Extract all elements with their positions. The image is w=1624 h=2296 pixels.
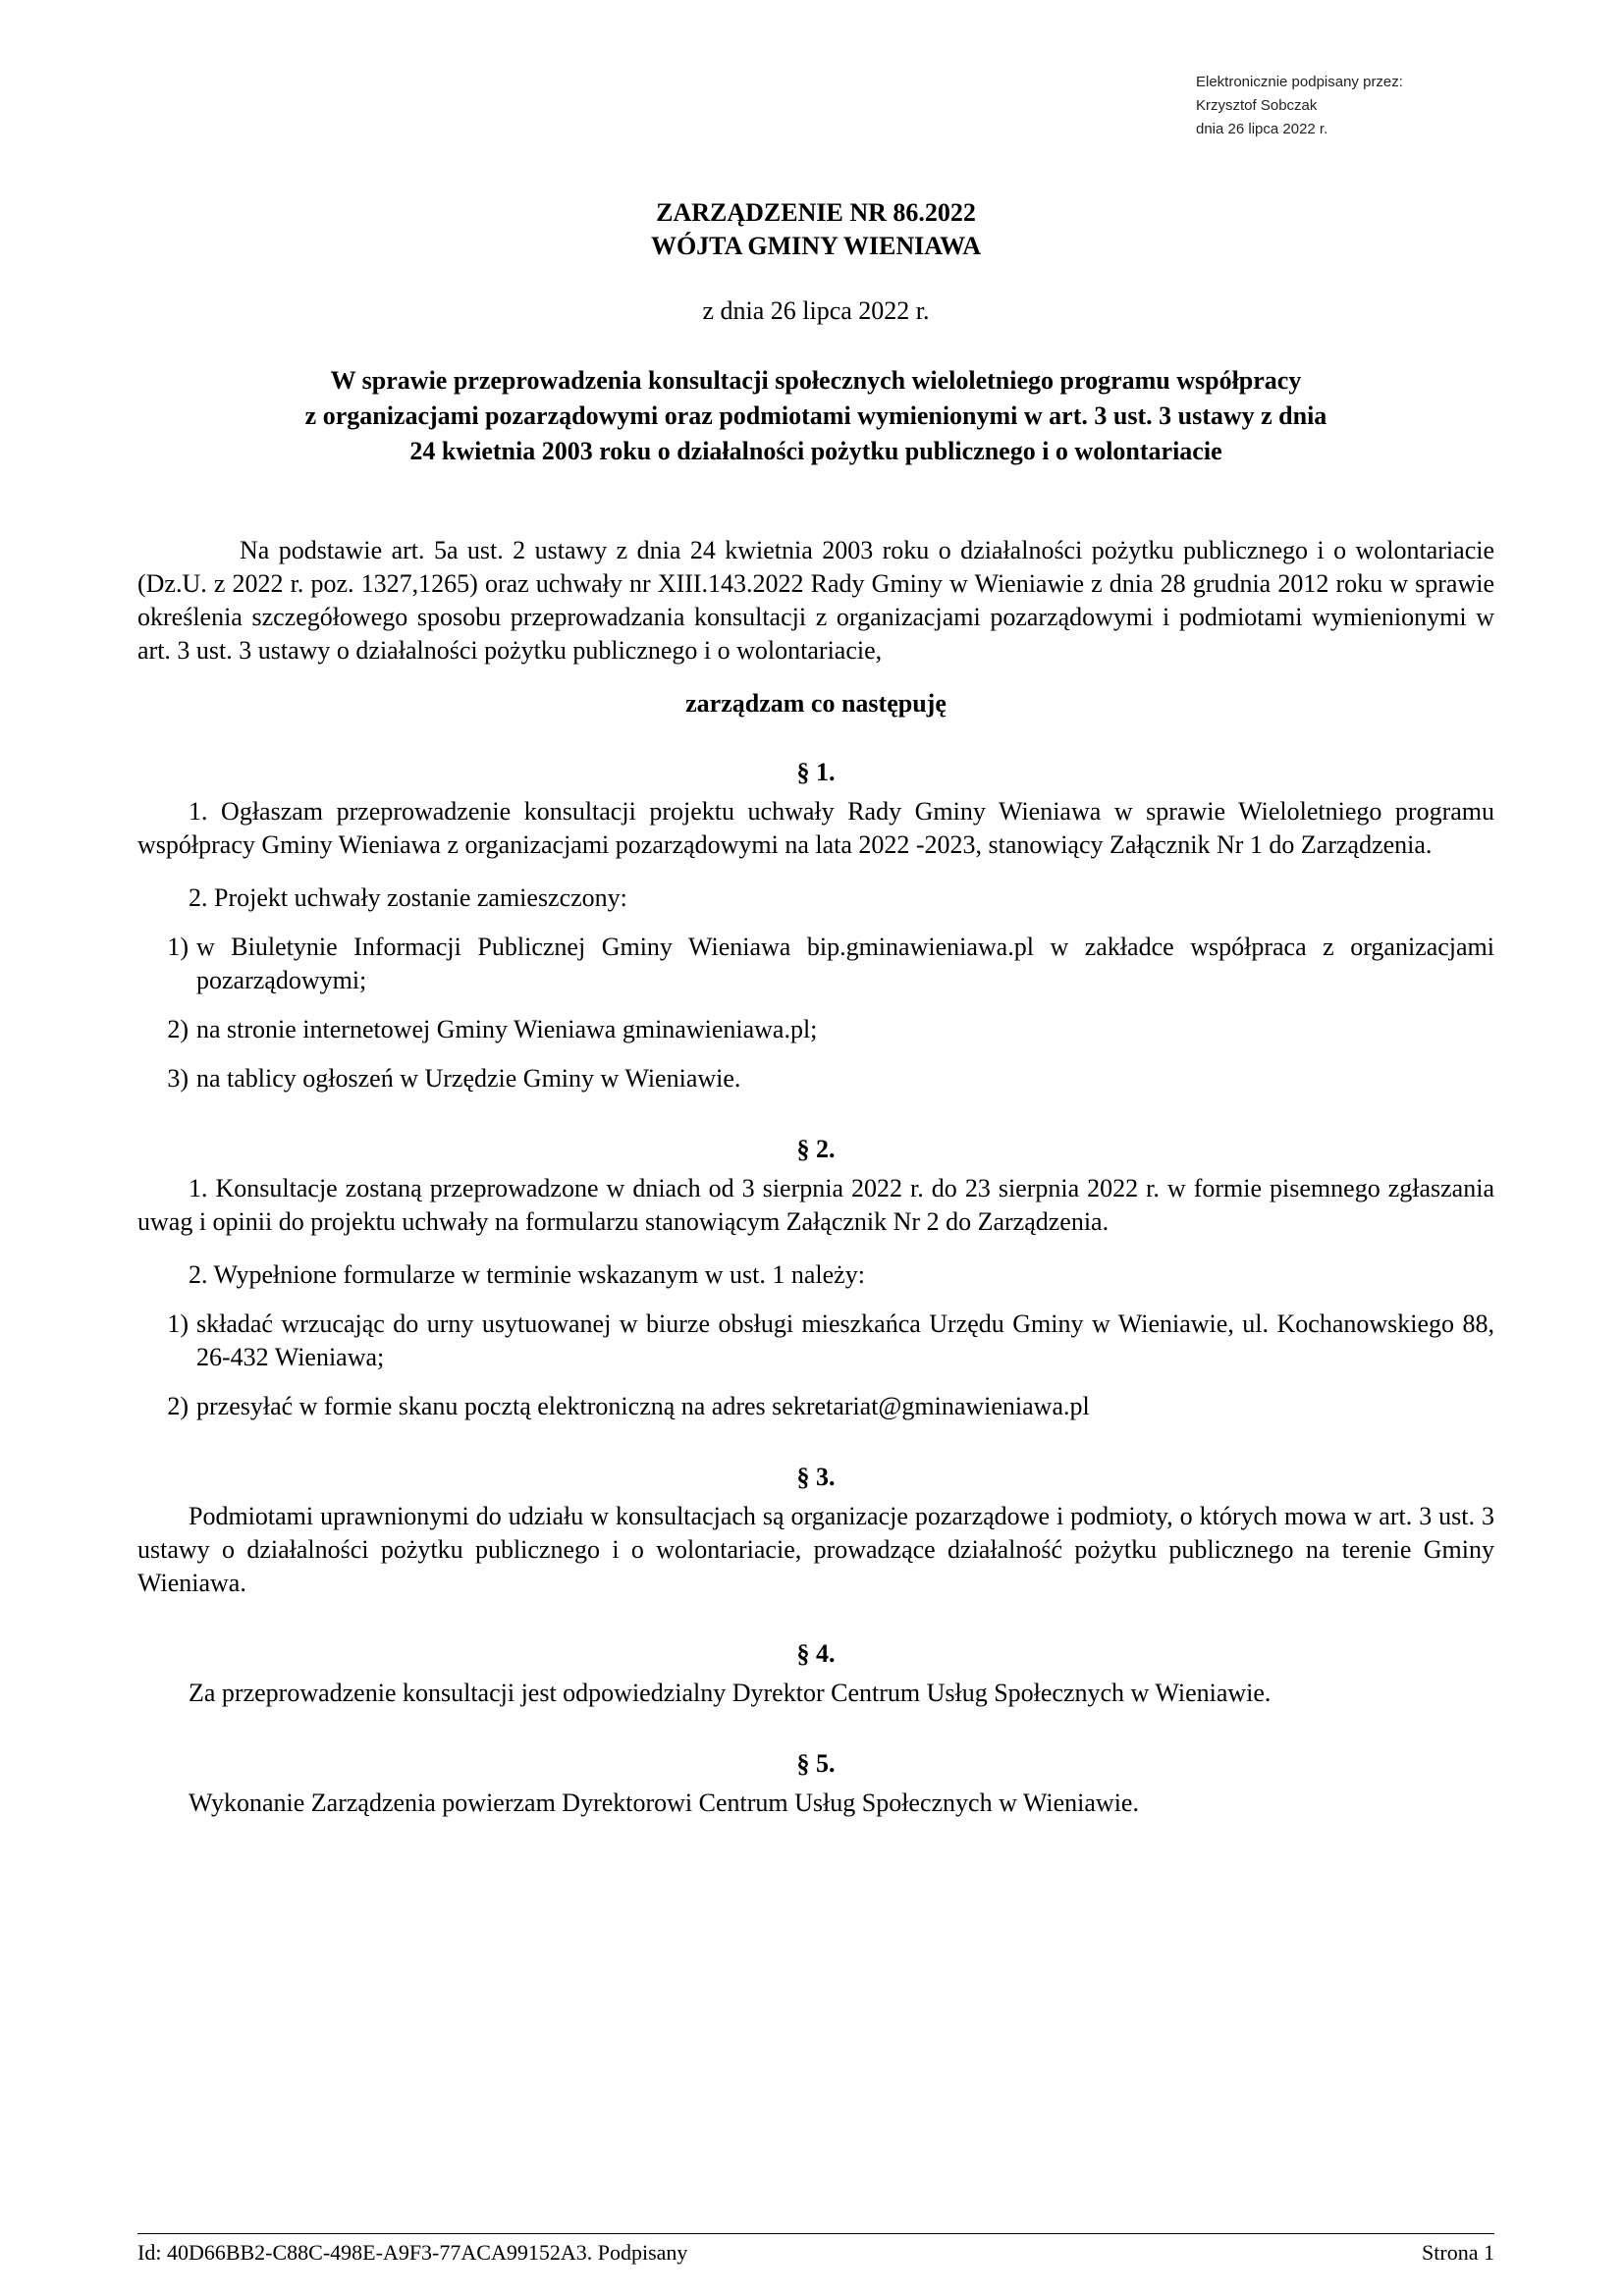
list-item: 1) składać wrzucając do urny usytuowanej w biurze obsługi mieszkańca Urzędu Gminy w Wieniawie, ul. Kochanowskiego 88, 26-432 Wieniawa;	[167, 1309, 1494, 1371]
signature-date: dnia 26 lipca 2022 r.	[1196, 121, 1328, 137]
list-item: 3) na tablicy ogłoszeń w Urzędzie Gminy w Wieniawie.	[167, 1064, 741, 1093]
section-3-paragraph: Podmiotami uprawnionymi do udziału w konsultacjach są organizacje pozarządowe i podmioty, o których mowa w art. 3 ust. 3 ustawy o działalności pożytku publicznego i o wolontariacie, prowadzące działalność pożytku publicznego na terenie Gminy Wieniawa.	[137, 1502, 1494, 1597]
document-date: z dnia 26 lipca 2022 r.	[702, 296, 930, 325]
section-1-list	[137, 931, 1494, 1095]
section-1-paragraph-1: 1. Ogłaszam przeprowadzenie konsultacji projektu uchwały Rady Gminy Wieniawa w sprawie Wieloletniego programu współpracy Gminy Wieniawa z organizacjami pozarządowymi na lata 2022 -2023, stanowiący Załącznik Nr 1 do Zarządzenia.	[137, 797, 1494, 859]
list-item: 1) w Biuletynie Informacji Publicznej Gminy Wieniawa bip.gminawieniawa.pl w zakładce współpraca z organizacjami pozarządowymi;	[167, 933, 1494, 994]
section-2-heading: § 2.	[796, 1135, 836, 1163]
electronic-signature	[1196, 71, 1403, 141]
page-number: Strona 1	[1422, 2240, 1494, 2265]
document-title	[137, 196, 1494, 263]
decree-statement: zarządzam co następuję	[685, 689, 947, 718]
section-5-heading: § 5.	[796, 1749, 836, 1778]
section-3-heading: § 3.	[796, 1463, 836, 1491]
preamble: Na podstawie art. 5a ust. 2 ustawy z dnia 24 kwietnia 2003 roku o działalności pożytku publicznego i o wolontariacie (Dz.U. z 2022 r. poz. 1327,1265) oraz uchwały nr XIII.143.2022 Rady Gminy w Wieniawie z dnia 28 grudnia 2012 roku w sprawie określenia szczegółowego sposobu przeprowadzania konsultacji z organizacjami pozarządowymi i podmiotami wymienionymi w art. 3 ust. 3 ustawy o działalności pożytku publicznego i o wolontariacie,	[137, 536, 1494, 665]
page-footer	[137, 2233, 1494, 2266]
subject-line-3: 24 kwietnia 2003 roku o działalności pożytku publicznego i o wolontariacie	[409, 437, 1222, 465]
title-line-2: WÓJTA GMINY WIENIAWA	[650, 232, 982, 260]
title-line-1: ZARZĄDZENIE NR 86.2022	[656, 198, 976, 227]
section-1-paragraph-2: 2. Projekt uchwały zostanie zamieszczony:	[189, 883, 627, 912]
section-2-paragraph-2: 2. Wypełnione formularze w terminie wskazanym w ust. 1 należy:	[189, 1260, 865, 1289]
section-1-heading: § 1.	[796, 758, 836, 786]
document-id: Id: 40D66BB2-C88C-498E-A9F3-77ACA99152A3. Podpisany	[137, 2240, 688, 2265]
subject-line-1: W sprawie przeprowadzenia konsultacji społecznych wieloletniego programu współpracy	[330, 366, 1302, 395]
subject-line-2: z organizacjami pozarządowymi oraz podmiotami wymienionymi w art. 3 ust. 3 ustawy z dnia	[304, 401, 1327, 430]
document-body	[137, 196, 1494, 1820]
section-4-paragraph: Za przeprowadzenie konsultacji jest odpowiedzialny Dyrektor Centrum Usług Społecznych w Wieniawie.	[189, 1679, 1272, 1707]
section-2-list	[137, 1308, 1494, 1423]
signature-signer: Krzysztof Sobczak	[1196, 97, 1318, 114]
section-4-heading: § 4.	[796, 1639, 836, 1668]
list-item: 2) na stronie internetowej Gminy Wieniawa gminawieniawa.pl;	[167, 1015, 818, 1043]
document-subject	[137, 363, 1494, 469]
section-2-paragraph-1: 1. Konsultacje zostaną przeprowadzone w dniach od 3 sierpnia 2022 r. do 23 sierpnia 2022 r. w formie pisemnego zgłaszania uwag i opinii do projektu uchwały na formularzu stanowiącym Załącznik Nr 2 do Zarządzenia.	[137, 1174, 1494, 1236]
signature-line-1: Elektronicznie podpisany przez:	[1196, 74, 1403, 90]
section-5-paragraph: Wykonanie Zarządzenia powierzam Dyrektorowi Centrum Usług Społecznych w Wieniawie.	[189, 1789, 1139, 1817]
list-item: 2) przesyłać w formie skanu pocztą elektroniczną na adres sekretariat@gminawieniawa.pl	[167, 1392, 1090, 1420]
